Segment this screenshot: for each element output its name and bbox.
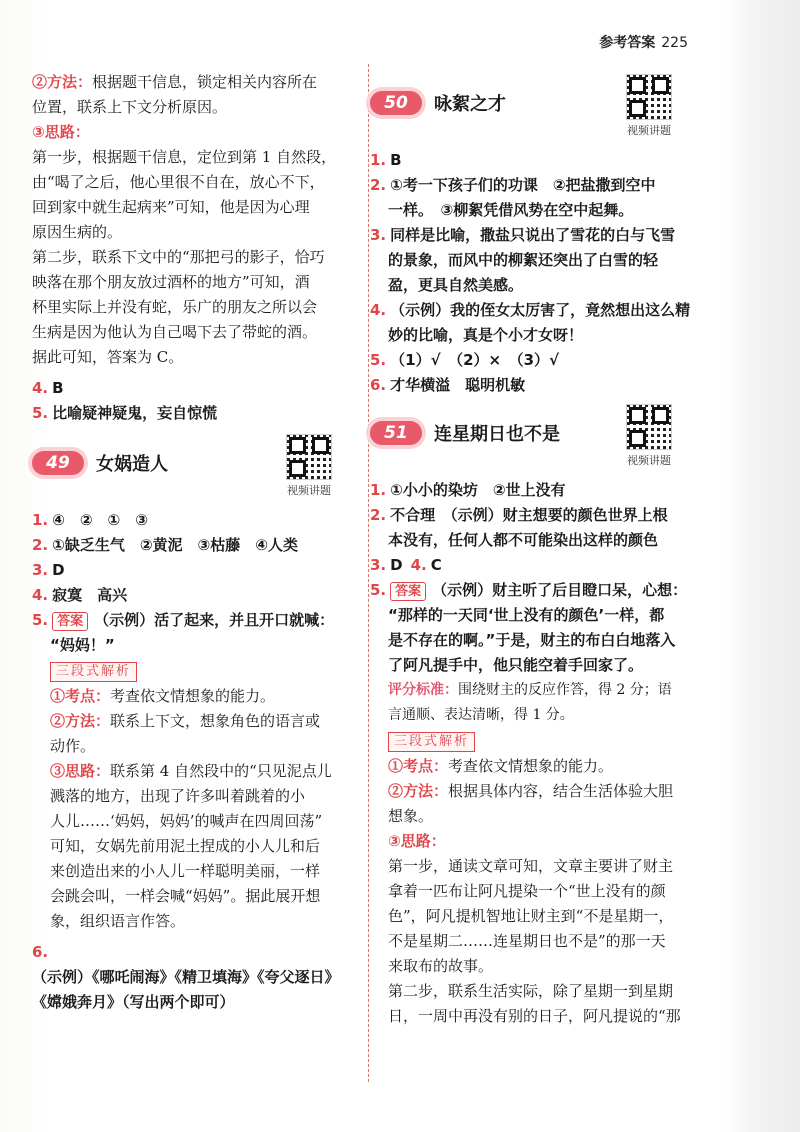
lesson-title: 咏絮之才 xyxy=(434,94,506,115)
column-divider xyxy=(368,64,369,1082)
question-number: 5. xyxy=(370,581,387,599)
question-number: 5. xyxy=(32,611,49,629)
text-line: 原因生病的。 xyxy=(32,223,123,241)
lesson-title: 连星期日也不是 xyxy=(434,424,560,445)
text-line: 言通顺、表达清晰，得 1 分。 xyxy=(388,707,574,723)
answer-text: ④ ② ① ③ xyxy=(52,511,148,529)
answer-text: 了阿凡提手中，他只能空着手回家了。 xyxy=(388,656,644,674)
answer-text: 才华横溢 聪明机敏 xyxy=(390,376,526,394)
method-label: ②方法： xyxy=(32,73,93,91)
text-line: 位置，联系上下文分析原因。 xyxy=(32,98,228,116)
page-header xyxy=(599,32,688,52)
qr-caption: 视频讲题 xyxy=(287,484,331,497)
page-number: 225 xyxy=(661,35,688,51)
left-column xyxy=(32,70,356,1015)
answer-text: D xyxy=(52,561,65,579)
text-line: 考查依文情想象的能力。 xyxy=(448,757,614,775)
answer-text: （示例）活了起来，并且开口就喊： xyxy=(94,611,335,629)
qr-code-icon[interactable] xyxy=(286,434,332,480)
lesson-number-badge: 50 xyxy=(370,91,422,115)
answer-text: （示例）我的侄女太厉害了，竟然想出这么精 xyxy=(390,301,691,319)
analysis-line xyxy=(32,684,356,709)
text-line: 杯里实际上并没有蛇，乐广的朋友之所以会 xyxy=(32,298,318,316)
text-line: 来取布的故事。 xyxy=(388,957,494,975)
text-line: 第二步，联系生活实际，除了星期一到星期 xyxy=(388,982,674,1000)
answer-item xyxy=(370,578,700,603)
question-number: 3. xyxy=(32,561,49,579)
analysis-line xyxy=(370,754,700,779)
answer-tag: 答案 xyxy=(390,582,426,601)
answer-text: B xyxy=(390,151,402,169)
answer-text: ①小小的染坊 ②世上没有 xyxy=(390,481,566,499)
text-line: 联系第 4 自然段中的“只见泥点儿 xyxy=(110,762,332,780)
answer-item xyxy=(32,533,356,558)
question-number: 4. xyxy=(32,379,49,397)
question-number: 2. xyxy=(370,176,387,194)
answer-text: （示例）财主听了后目瞪口呆，心想： xyxy=(432,581,688,599)
analysis-line xyxy=(370,779,700,804)
text-line: 动作。 xyxy=(50,737,96,755)
answer-text: （1）√ （2）× （3）√ xyxy=(390,351,560,369)
method-line xyxy=(32,70,356,95)
text-line: 不是星期二……连星期日也不是”的那一天 xyxy=(388,932,666,950)
analysis-tag: 三段式解析 xyxy=(388,732,475,752)
answer-text: B xyxy=(52,379,64,397)
text-line: 据此可知，答案为 C。 xyxy=(32,348,184,366)
answer-text: ①缺乏生气 ②黄泥 ③枯藤 ④人类 xyxy=(52,536,298,554)
point-label: ①考点： xyxy=(388,757,449,775)
point-label: ①考点： xyxy=(50,687,111,705)
text-line: 围绕财主的反应作答，得 2 分；语 xyxy=(458,682,672,698)
score-label: 评分标准： xyxy=(388,682,458,698)
question-number: 3. xyxy=(370,556,387,574)
qr-caption: 视频讲题 xyxy=(627,454,671,467)
answer-item xyxy=(370,553,700,578)
text-line: 色”，阿凡提机智地让财主到“不是星期一， xyxy=(388,907,674,925)
lesson-number-badge: 49 xyxy=(32,451,84,475)
answer-item xyxy=(32,401,356,426)
answer-item xyxy=(32,940,356,990)
qr-code-icon[interactable] xyxy=(626,404,672,450)
question-number: 1. xyxy=(370,481,387,499)
answer-text: C xyxy=(430,556,442,574)
question-number: 3. xyxy=(370,226,387,244)
question-number: 6. xyxy=(32,943,49,961)
answer-text: 寂寞 高兴 xyxy=(52,586,128,604)
method-label: ②方法： xyxy=(50,712,111,730)
answer-text: 本没有，任何人都不可能染出这样的颜色 xyxy=(388,531,659,549)
question-number: 1. xyxy=(370,151,387,169)
header-label: 参考答案 xyxy=(599,35,656,51)
text-line: 象，组织语言作答。 xyxy=(50,912,186,930)
answer-text: 盈，更具自然美感。 xyxy=(388,276,524,294)
lesson-heading xyxy=(370,78,700,137)
answer-text: ①考一下孩子们的功课 ②把盐撒到空中 xyxy=(390,176,656,194)
answer-item xyxy=(370,148,700,173)
question-number: 5. xyxy=(370,351,387,369)
qr-code-icon[interactable] xyxy=(626,74,672,120)
text-line: 来创造出来的小人儿一样聪明美丽，一样 xyxy=(50,862,321,880)
qr-code-block[interactable] xyxy=(286,434,332,498)
text-line: 回到家中就生起病来”可知，他是因为心理 xyxy=(32,198,310,216)
method-label: ②方法： xyxy=(388,782,449,800)
text-line: 生病是因为他认为自己喝下去了带蛇的酒。 xyxy=(32,323,318,341)
text-line: 会跳会叫，一样会喊“妈妈”。据此展开想 xyxy=(50,887,321,905)
text-line: 日，一周中再没有别的日子，阿凡提说的“那 xyxy=(388,1007,681,1025)
question-number: 2. xyxy=(32,536,49,554)
text-line: 考查依文情想象的能力。 xyxy=(110,687,276,705)
question-number: 2. xyxy=(370,506,387,524)
question-number: 6. xyxy=(370,376,387,394)
lesson-heading xyxy=(32,438,356,497)
text-line: 想象。 xyxy=(388,807,434,825)
lesson-number-badge: 51 xyxy=(370,421,422,445)
idea-label: ③思路： xyxy=(32,123,90,141)
answer-item xyxy=(32,583,356,608)
text-line: 可知，女娲先前用泥土捏成的小人儿和后 xyxy=(50,837,321,855)
answer-item xyxy=(370,348,700,373)
answer-item xyxy=(32,608,356,633)
answer-item xyxy=(32,558,356,583)
analysis-tag: 三段式解析 xyxy=(50,662,137,682)
text-line: 联系上下文，想象角色的语言或 xyxy=(110,712,321,730)
text-line: 根据具体内容，结合生活体验大胆 xyxy=(448,782,674,800)
answer-item xyxy=(370,478,700,503)
answer-text: 是不存在的啊。”于是，财主的布白白地落入 xyxy=(388,631,676,649)
qr-caption: 视频讲题 xyxy=(627,124,671,137)
answer-text: “妈妈！” xyxy=(50,636,115,654)
answer-item xyxy=(370,503,700,528)
lesson-title: 女娲造人 xyxy=(96,454,168,475)
answer-item xyxy=(370,373,700,398)
question-number: 4. xyxy=(410,556,427,574)
answer-item xyxy=(370,223,700,248)
analysis-line xyxy=(32,759,356,784)
answer-text: （示例）《哪吒闹海》《精卫填海》《夸父逐日》 xyxy=(32,968,340,986)
text-line: 人儿……‘妈妈，妈妈’的喊声在四周回荡” xyxy=(50,812,323,830)
text-line: 根据题干信息，锁定相关内容所在 xyxy=(92,73,318,91)
text-line: 映落在那个朋友放过酒杯的地方”可知，酒 xyxy=(32,273,310,291)
answer-text: 的景象，而风中的柳絮还突出了白雪的轻 xyxy=(388,251,659,269)
question-number: 4. xyxy=(370,301,387,319)
qr-code-block[interactable] xyxy=(626,404,672,468)
question-number: 1. xyxy=(32,511,49,529)
answer-item xyxy=(32,508,356,533)
analysis-line xyxy=(32,709,356,734)
idea-label: ③思路： xyxy=(388,832,446,850)
right-column xyxy=(370,70,700,1029)
answer-tag: 答案 xyxy=(52,612,88,631)
answer-text: 《嫦娥奔月》（写出两个即可） xyxy=(32,993,235,1011)
idea-label: ③思路： xyxy=(50,762,111,780)
answer-text: 比喻疑神疑鬼，妄自惊慌 xyxy=(52,404,218,422)
answer-text: 一样。 ③柳絮凭借风势在空中起舞。 xyxy=(388,201,634,219)
question-number: 5. xyxy=(32,404,49,422)
qr-code-block[interactable] xyxy=(626,74,672,138)
answer-text: 不合理 （示例）财主想要的颜色世界上根 xyxy=(390,506,668,524)
text-line: 第二步，联系下文中的“那把弓的影子，恰巧 xyxy=(32,248,325,266)
text-line: 第一步，根据题干信息，定位到第 1 自然段， xyxy=(32,148,337,166)
answer-text: “那样的一天同‘世上没有的颜色’一样，都 xyxy=(388,606,665,624)
answer-item xyxy=(370,173,700,198)
answer-text: 妙的比喻，真是个小才女呀！ xyxy=(388,326,584,344)
answer-item xyxy=(32,376,356,401)
answer-text: D xyxy=(390,556,403,574)
answer-item xyxy=(370,298,700,323)
page-edge-shadow xyxy=(722,0,800,1132)
answer-text: 同样是比喻，撒盐只说出了雪花的白与飞雪 xyxy=(390,226,676,244)
text-line: 拿着一匹布让阿凡提染一个“世上没有的颜 xyxy=(388,882,666,900)
text-line: 由“喝了之后，他心里很不自在，放心不下， xyxy=(32,173,325,191)
score-line xyxy=(370,678,700,703)
lesson-heading xyxy=(370,408,700,467)
text-line: 第一步，通读文章可知，文章主要讲了财主 xyxy=(388,857,674,875)
text-line: 溅落的地方，出现了许多叫着跳着的小 xyxy=(50,787,306,805)
question-number: 4. xyxy=(32,586,49,604)
